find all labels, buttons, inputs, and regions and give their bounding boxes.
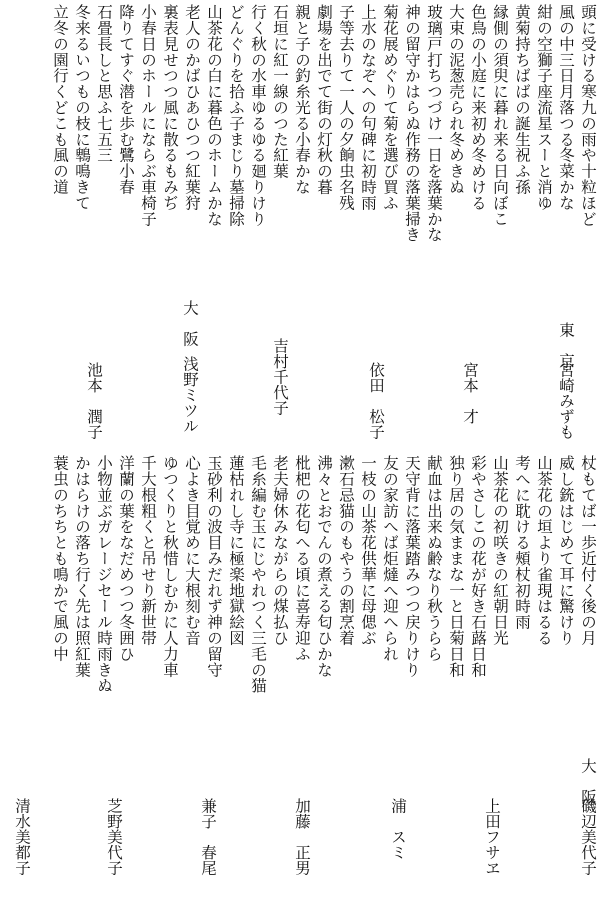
author-name: 芝野美代子 (105, 798, 123, 876)
haiku-line: 頭に受ける寒九の雨や十粒ほど (579, 4, 597, 227)
haiku-line: 枇杷の花匂へる頃に喜寿迎ふ (293, 455, 311, 662)
haiku-line: 行く秋の水車ゆるゆる廻りけり (249, 4, 267, 227)
author-name: 兼子 春尾 (199, 798, 217, 876)
haiku-line: 石畳長しと思ふ七五三 (95, 4, 113, 163)
author-name: 宮崎みずも (557, 362, 575, 440)
haiku-line: 色鳥の小庭に来初め冬めける (469, 4, 487, 211)
author-name: 加藤 正男 (293, 798, 311, 876)
haiku-line: 菊花展めぐりて菊を選び買ふ (381, 4, 399, 211)
author-prefecture: 大 阪 (181, 300, 199, 347)
haiku-line: 玉砂利の波目みだれず神の留守 (205, 455, 223, 678)
haiku-line: 山茶花の白に暮色のホームかな (205, 4, 223, 227)
haiku-line: 威し銃はじめて耳に驚けり (557, 455, 575, 646)
haiku-line: 彩やさしこの花が好き石蕗日和 (469, 455, 487, 678)
haiku-line: 大束の泥葱売られ冬めきぬ (447, 4, 465, 195)
author-prefecture: 大 阪 (579, 758, 597, 805)
haiku-line: 裏表見せつつ風に散るもみぢ (161, 4, 179, 211)
author-name: 磯辺美代子 (579, 798, 597, 876)
haiku-line: 老夫婦休みながらの煤払ひ (271, 455, 289, 646)
haiku-line: 献血は出来ぬ齢なり秋うらら (425, 455, 443, 662)
haiku-line: 山茶花の初咲きの紅朝日光 (491, 455, 509, 646)
haiku-line: 蓮枯れし寺に極楽地獄絵図 (227, 455, 245, 646)
haiku-line: 劇場を出でて街の灯秋の暮 (315, 4, 333, 195)
haiku-line: 山茶花の垣より雀現はるる (535, 455, 553, 646)
author-name: 池本 潤子 (85, 362, 103, 440)
haiku-line: 降りてすぐ潜を歩む鷺小春 (117, 4, 135, 195)
author-name: 吉村千代子 (271, 338, 289, 416)
haiku-line: 立冬の園行くどこも風の道 (51, 4, 69, 195)
haiku-line: 考へに耽ける頰杖初時雨 (513, 455, 531, 630)
haiku-line: 小春日のホールにならぶ車椅子 (139, 4, 157, 227)
haiku-line: 子等去りて一人の夕餉虫名残 (337, 4, 355, 211)
author-name: 浦 スミ (389, 798, 407, 860)
haiku-line: 天守背に落葉踏みつつ戻りけり (403, 455, 421, 678)
author-name: 上田フサヱ (483, 798, 501, 876)
author-name: 清水美都子 (13, 798, 31, 876)
haiku-line: 洋蘭の葉をなだめつつ冬囲ひ (117, 455, 135, 662)
haiku-line: 独り居の気ままな一と日菊日和 (447, 455, 465, 678)
haiku-line: 心よき目覚めに大根刻む音 (183, 455, 201, 646)
haiku-line: 友の家訪へば炬燵へ迎へられ (381, 455, 399, 662)
haiku-line: 玻璃戸打ちつづけ一日を落葉かな (425, 4, 443, 243)
haiku-line: ゆつくりと秋惜しむかに人力車 (161, 455, 179, 678)
haiku-line: 沸々とおでんの煮える匂ひかな (315, 455, 333, 678)
haiku-line: 杖もてば一歩近付く後の月 (579, 455, 597, 646)
haiku-line: 神の留守かはらぬ作務の落葉掃き (403, 4, 421, 243)
haiku-line: かはらけの落ち行く先は照紅葉 (73, 455, 91, 678)
haiku-line: 老人のかばひあひつつ紅葉狩 (183, 4, 201, 211)
haiku-line: 漱石忌猫のもやうの割烹着 (337, 455, 355, 646)
author-name: 依田 松子 (367, 362, 385, 440)
haiku-line: 石垣に紅一線のつた紅葉 (271, 4, 289, 179)
haiku-line: 風の中三日月落つる冬菜かな (557, 4, 575, 211)
haiku-line: 紺の空獅子座流星スーと消ゆ (535, 4, 553, 211)
author-prefecture: 東 京 (557, 322, 575, 369)
haiku-line: 小物並ぶガレージセール時雨きぬ (95, 455, 113, 694)
haiku-line: 毛糸編む玉にじやれつく三毛の猫 (249, 455, 267, 694)
haiku-line: 蓑虫のちちとも鳴かで風の中 (51, 455, 69, 662)
haiku-line: 一枝の山茶花供華に母偲ぶ (359, 455, 377, 646)
haiku-line: 親と子の釣糸光る小春かな (293, 4, 311, 195)
haiku-line: 冬来るいつもの枝に鵯鳴きて (73, 4, 91, 211)
haiku-line: 上水のなぞへの句碑に初時雨 (359, 4, 377, 211)
haiku-line: 千大根粗くと吊せり新世帯 (139, 455, 157, 646)
haiku-line: どんぐりを拾ふ子まじり墓掃除 (227, 4, 245, 227)
author-name: 浅野ミツル (181, 356, 199, 434)
haiku-line: 黄菊持ちばばの誕生祝ふ孫 (513, 4, 531, 195)
haiku-line: 縁側の須臾に暮れ来る日向ぼこ (491, 4, 509, 227)
author-name: 宮本 才 (461, 362, 479, 424)
